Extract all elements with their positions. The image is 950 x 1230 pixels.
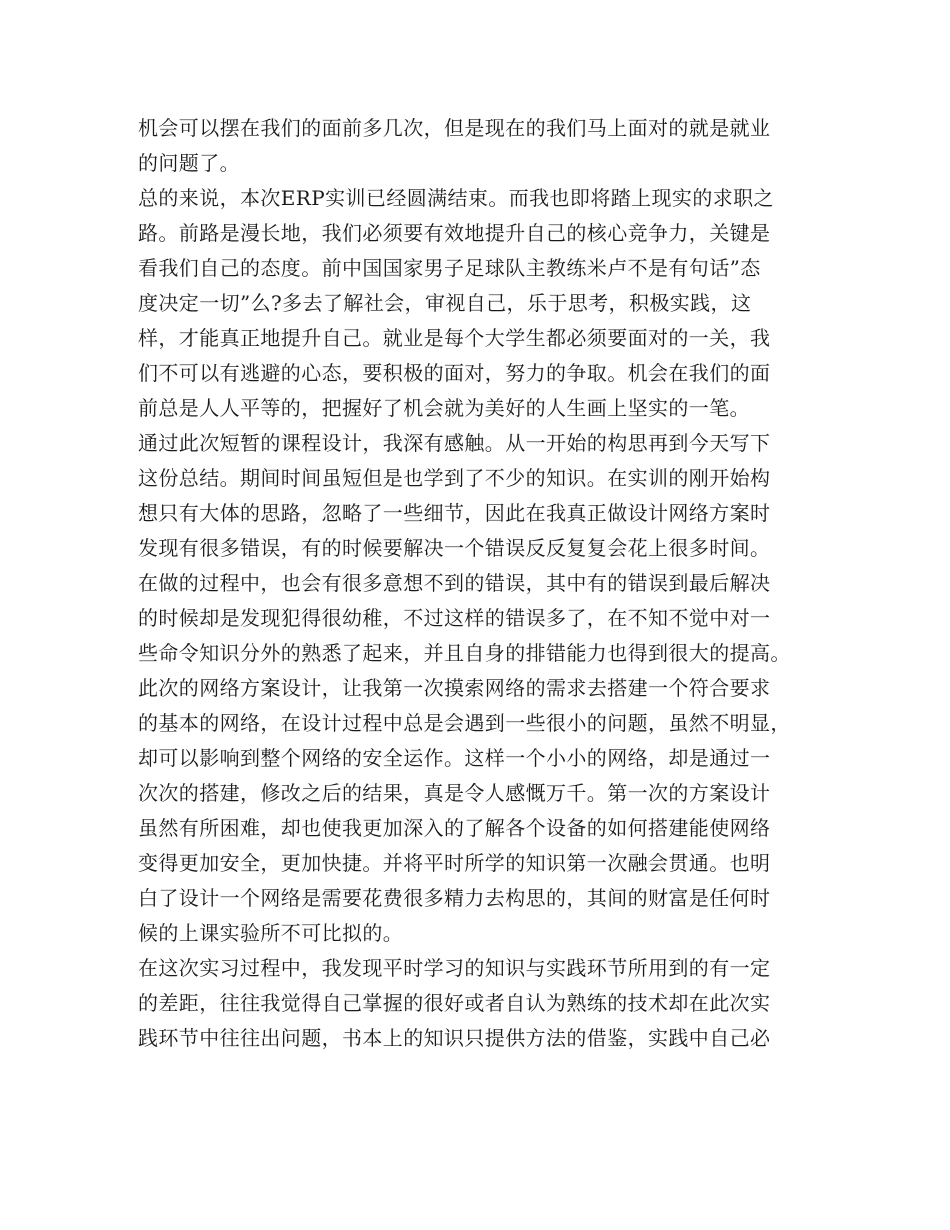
text-line: 的问题了。: [138, 151, 240, 175]
text-line: 通过此次短暂的课程设计，我深有感触。从一开始的构思再到今天写下: [138, 431, 771, 455]
text-line: 样，才能真正地提升自己。就业是每个大学生都必须要面对的一关，我: [138, 326, 771, 350]
text-line: 虽然有所困难，却也使我更加深入的了解各个设备的如何搭建能使网络: [138, 816, 771, 840]
text-line: 度决定一切”么?多去了解社会，审视自己，乐于思考，积极实践，这: [138, 291, 752, 315]
text-line: 在做的过程中，也会有很多意想不到的错误，其中有的错误到最后解决: [138, 571, 771, 595]
text-line: 些命令知识分外的熟悉了起来，并且自身的排错能力也得到很大的提高。: [138, 641, 791, 665]
text-line: 的差距，往往我觉得自己掌握的很好或者自认为熟练的技术却在此次实: [138, 991, 771, 1015]
text-line: 践环节中往往出问题，书本上的知识只提供方法的借鉴，实践中自己必: [138, 1026, 771, 1050]
text-line: 想只有大体的思路，忽略了一些细节，因此在我真正做设计网络方案时: [138, 501, 771, 525]
text-line: 在这次实习过程中，我发现平时学习的知识与实践环节所用到的有一定: [138, 956, 771, 980]
text-line: 白了设计一个网络是需要花费很多精力去构思的，其间的财富是任何时: [138, 886, 771, 910]
text-line: 变得更加安全，更加快捷。并将平时所学的知识第一次融会贯通。也明: [138, 851, 771, 875]
text-line: 看我们自己的态度。前中国国家男子足球队主教练米卢不是有句话”态: [138, 256, 761, 280]
text-line: 却可以影响到整个网络的安全运作。这样一个小小的网络，却是通过一: [138, 746, 771, 770]
text-line: 前总是人人平等的，把握好了机会就为美好的人生画上坚实的一笔。: [138, 396, 750, 420]
text-line: 的时候却是发现犯得很幼稚，不过这样的错误多了，在不知不觉中对一: [138, 606, 771, 630]
text-line: 这份总结。期间时间虽短但是也学到了不少的知识。在实训的刚开始构: [138, 466, 771, 490]
text-line: 此次的网络方案设计，让我第一次摸索网络的需求去搭建一个符合要求: [138, 676, 771, 700]
text-line: 机会可以摆在我们的面前多几次，但是现在的我们马上面对的就是就业: [138, 116, 771, 140]
text-line: 们不可以有逃避的心态，要积极的面对，努力的争取。机会在我们的面: [138, 361, 771, 385]
text-line: 次次的搭建，修改之后的结果，真是令人感慨万千。第一次的方案设计: [138, 781, 771, 805]
text-line: 发现有很多错误，有的时候要解决一个错误反反复复会花上很多时间。: [138, 536, 771, 560]
text-line: 的基本的网络，在设计过程中总是会遇到一些很小的问题，虽然不明显，: [138, 711, 791, 735]
text-line: 总的来说，本次ERP实训已经圆满结束。而我也即将踏上现实的求职之: [138, 186, 774, 210]
text-line: 路。前路是漫长地，我们必须要有效地提升自己的核心竞争力，关键是: [138, 221, 771, 245]
text-line: 候的上课实验所不可比拟的。: [138, 921, 404, 945]
body-text: [138, 111, 818, 1056]
